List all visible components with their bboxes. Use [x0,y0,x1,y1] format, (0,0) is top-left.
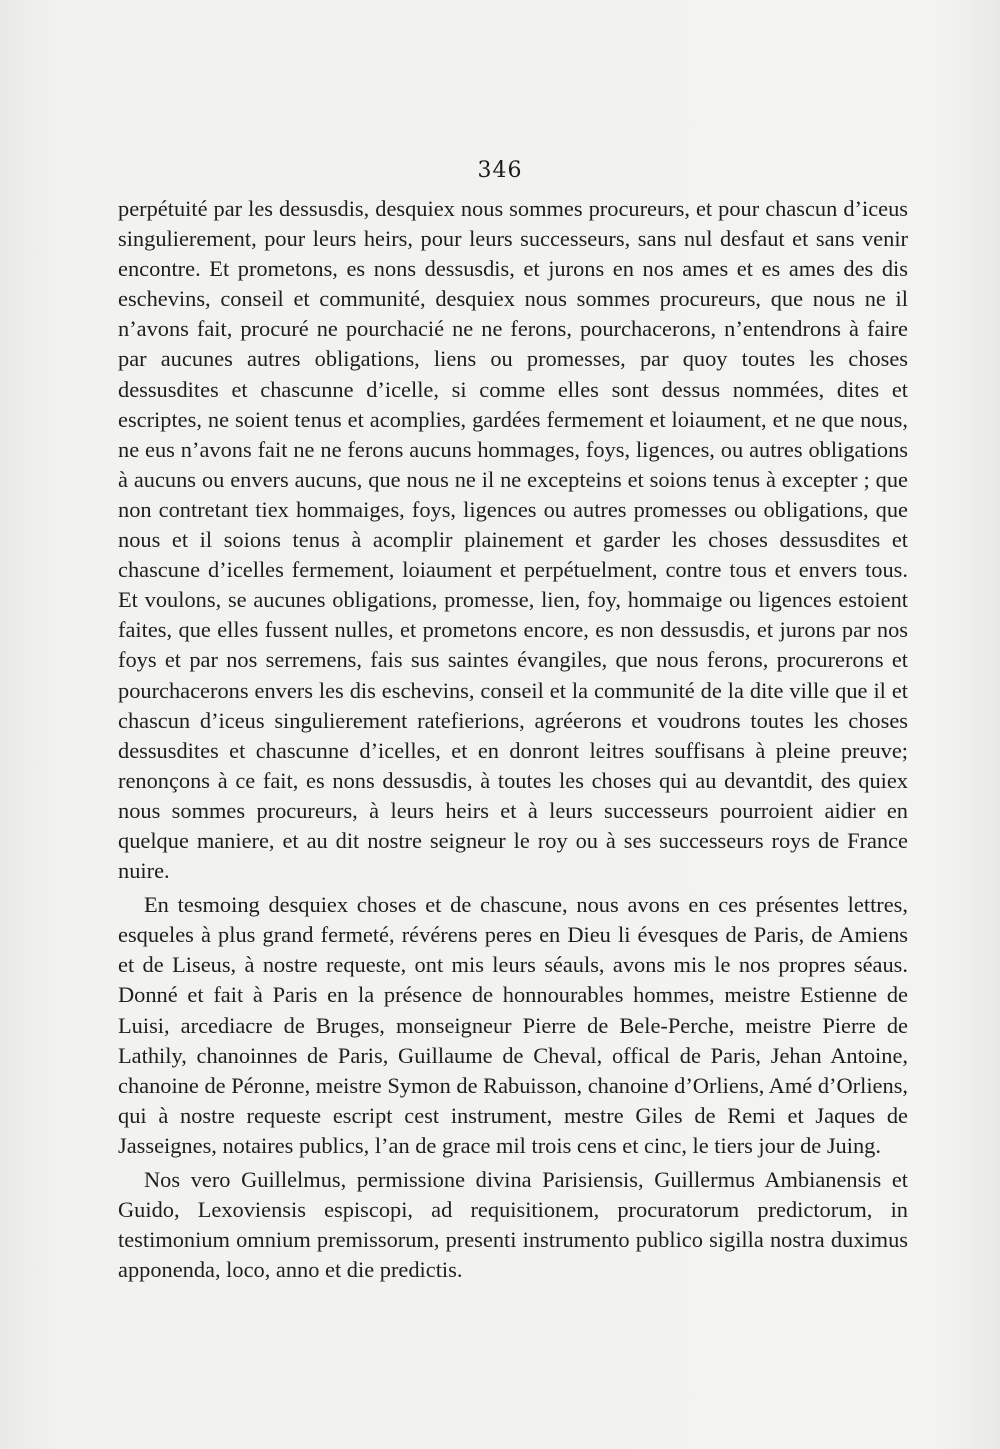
paragraph-2: En tesmoing desquiex choses et de chascune, nous avons en ces présentes lettres, esqueles à plus grand fermeté, révérens peres en Dieu li évesques de Paris, de Amiens et de Liseus, à nostre requeste, ont mis leurs séauls, avons mis le nos propres séaus. Donné et fait à Paris en la présence de honnourables hommes, meistre Estienne de Luisi, arcediacre de Bruges, monseigneur Pierre de Bele-Perche, meistre Pierre de Lathily, chanoinnes de Paris, Guillaume de Cheval, offical de Paris, Jehan Antoine, chanoine de Péronne, meistre Symon de Rabuisson, chanoine d’Orliens, Amé d’Orliens, qui à nostre requeste escript cest instrument, mestre Giles de Remi et Jaques de Jasseignes, notaires publics, l’an de grace mil trois cens et cinc, le tiers jour de Juing. [118,892,908,1158]
paragraph-3: Nos vero Guillelmus, permissione divina Parisiensis, Guillermus Ambianensis et Guido, Lexoviensis espiscopi, ad requisitionem, procuratorum predictorum, in testimonium omnium premissorum, presenti instrumento publico sigilla nostra duximus apponenda, loco, anno et die predictis. [118,1167,908,1283]
page-number: 346 [477,158,523,183]
paragraph-1: perpétuité par les dessusdis, desquiex nous sommes procureurs, et pour chascun d’iceus singulierement, pour leurs heirs, pour leurs successeurs, sans nul desfaut et sans venir encontre. Et prometons, es nons dessusdis, et jurons en nos ames et es ames des dis eschevins, conseil et communité, desquiex nous sommes procureurs, que nous ne il n’avons fait, procuré ne pourchacié ne ne ferons, pourchacerons, n’entendrons à faire par aucunes autres obligations, liens ou promesses, par quoy toutes les choses dessusdites et chascunne d’icelle, si comme elles sont dessus nommées, dites et escriptes, ne soient tenus et acomplies, gardées fermement et loiaument, et ne que nous, ne eus n’avons fait ne ne ferons aucuns hommages, foys, ligences, ou autres obligations à aucuns ou envers aucuns, que nous ne il ne excepteins et soions tenus à excepter ; que non contretant tiex hommaiges, foys, ligences ou autres promesses ou obligations, que nous et il soions tenus à acomplir plainement et garder les choses dessusdites et chascune d’icelles fermement, loiaument et perpétuelment, contre tous et envers tous. Et voulons, se aucunes obligations, promesse, lien, foy, hommaige ou ligences estoient faites, que elles fussent nulles, et prometons encore, es non dessusdis, et jurons par nos foys et par nos serremens, fais sus saintes évangiles, que nous ferons, procurerons et pourchacerons envers les dis eschevins, conseil et la communité de la dite ville que il et chascun d’iceus singulierement ratefierions, agréerons et voudrons toutes les choses dessusdites et chascunne d’icelles, et en donront leitres souffisans à pleine preuve; renonçons à ce fait, es nons dessusdis, à toutes les choses qui au devantdit, des quiex nous sommes procureurs, à leurs heirs et à leurs successeurs pourroient aidier en quelque maniere, et au dit nostre seigneur le roy ou à ses successeurs roys de France nuire. [118,196,908,884]
body-text [118,194,908,1285]
